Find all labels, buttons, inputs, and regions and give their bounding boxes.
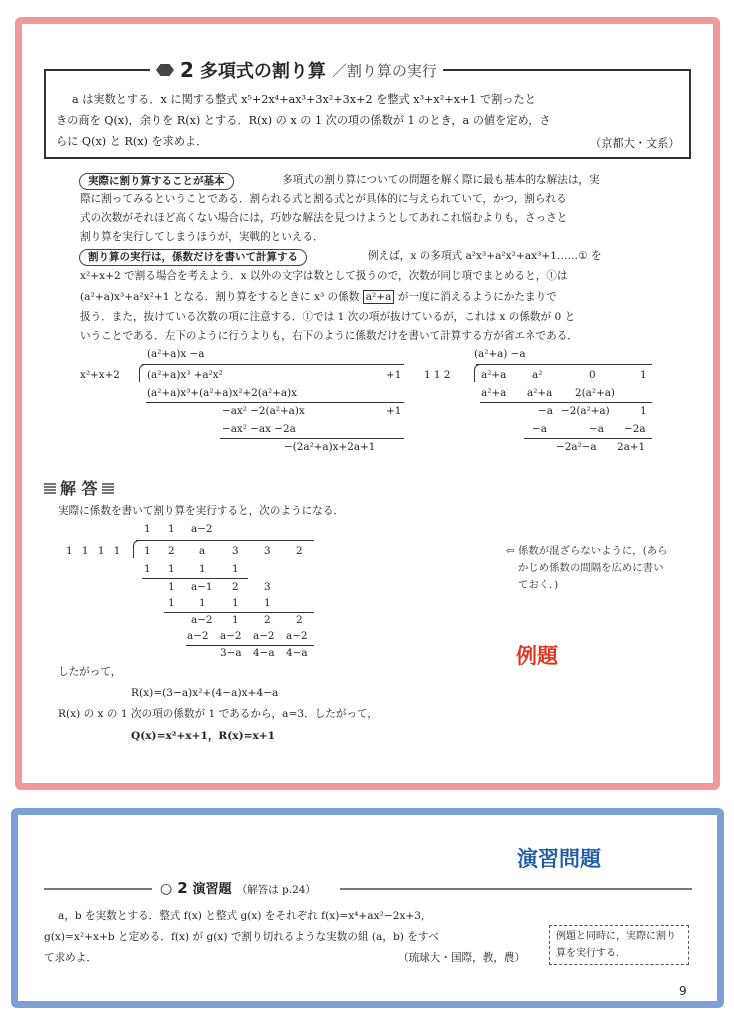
right-cell: a²+a	[481, 369, 507, 381]
answer-cell: 1	[168, 597, 175, 609]
answer-divisor: 1 1 1 1	[66, 545, 121, 557]
right-cell: a²	[532, 369, 543, 381]
right-cell: a²+a	[527, 387, 553, 399]
left-step: −ax² −2(a²+a)x	[222, 405, 305, 417]
exercise-source: （琉球大・国際，教，農）	[398, 952, 526, 964]
explanation-line: 式の次数がそれほど高くない場合には，巧妙な解法を見つけようとしてあれこれ悩むよりも，さっさと	[80, 212, 568, 224]
problem-line-2: きの商を Q(x)，余りを R(x) とする．R(x) の x の 1 次の項の係数が 1 のとき，a の値を定め，さ	[56, 114, 551, 127]
answer-cell: 4−a	[253, 647, 275, 659]
explanation-line: いうことである．左下のように行うよりも，右下のように係数だけを書いて計算する方が省エネである．	[80, 330, 578, 342]
exercise-answer-ref: （解答は p.24）	[236, 884, 316, 896]
side-note-line: ⇦ 係数が混ざらないように，(あら	[506, 545, 668, 557]
problem-number: 2	[180, 58, 194, 82]
answer-r-expression: R(x)=(3−a)x²+(4−a)x+4−a	[131, 687, 279, 699]
problem-subtitle: ／割り算の実行	[331, 61, 437, 80]
answer-quotient-cell: 1	[168, 523, 175, 535]
exercise-title	[160, 878, 316, 897]
answer-cell: 1	[232, 563, 239, 575]
answer-cell: 1	[144, 563, 151, 575]
answer-cell: 4−a	[286, 647, 308, 659]
answer-final: Q(x)=x²+x+1，R(x)=x+1	[131, 730, 276, 742]
right-cell: a²+a	[481, 387, 507, 399]
left-step-constant: +1	[386, 405, 402, 417]
answer-cell: 1	[232, 597, 239, 609]
answer-therefore: したがって，	[58, 666, 122, 678]
exercise-number: 2	[177, 879, 188, 897]
loop-icon: ○	[160, 881, 173, 897]
right-cell: 2(a²+a)	[575, 387, 615, 399]
answer-quotient-cell: 1	[144, 523, 151, 535]
answer-line: R(x) の x の 1 次の項の係数が 1 であるから，a=3．したがって，	[58, 708, 379, 720]
answer-cell: 3	[264, 581, 271, 593]
grid-icon	[44, 482, 56, 494]
right-divisor: 1 1 2	[424, 369, 451, 381]
example-label: 例題	[516, 644, 558, 668]
explanation-line: 割り算を実行してしまうほうが，実戦的といえる．	[80, 231, 324, 243]
right-cell: −a	[538, 405, 553, 417]
answer-cell: 2	[232, 581, 239, 593]
side-note-line: かじめ係数の間隔を広めに書い	[518, 562, 664, 574]
exercise-line: a，b を実数とする．整式 f(x) と整式 g(x) をそれぞれ f(x)=x⁴+ax²−2x+3,	[58, 910, 425, 922]
exercise-line: g(x)=x²+x+b と定める．f(x) が g(x) で割り切れるような実数の組 (a，b) をすべ	[44, 931, 439, 943]
problem-heading: 多項式の割り算	[199, 61, 326, 82]
answer-cell: 1	[264, 597, 271, 609]
right-cell: −a	[589, 423, 604, 435]
problem-line-3: らに Q(x) と R(x) を求めよ．	[56, 135, 208, 148]
answer-dividend-cell: 1	[144, 545, 151, 557]
answer-dividend-cell: a	[199, 545, 206, 557]
tag-coefficient-division: 割り算の実行は，係数だけを書いて計算する	[79, 249, 307, 266]
problem-line-1: a は実数とする．x に関する整式 x⁵+2x⁴+ax³+3x²+3x+2 を整式 x³+x²+x+1 で割ったと	[72, 93, 536, 106]
right-cell: −2a	[624, 423, 646, 435]
right-cell: −a	[532, 423, 547, 435]
right-quotient: (a²+a) −a	[474, 348, 526, 360]
left-remainder: −(2a²+a)x+2a+1	[284, 441, 376, 453]
answer-cell: a−2	[187, 630, 209, 642]
answer-dividend-cell: 2	[296, 545, 303, 557]
right-cell: 1	[640, 369, 647, 381]
answer-dividend-cell: 3	[232, 545, 239, 557]
exercise-line: て求めよ．	[44, 952, 97, 964]
left-quotient: (a²+a)x −a	[147, 348, 205, 360]
explanation-line: x²+x+2 で割る場合を考えよう．x 以外の文字は数として扱うので，次数が同じ項でまとめると，①は	[80, 270, 568, 282]
boxed-coefficient: a²+a	[363, 290, 395, 304]
left-dividend: (a²+a)x³ +a²x²	[147, 369, 223, 381]
right-remainder: 2a+1	[617, 441, 646, 453]
exercise-rule	[44, 888, 152, 890]
answer-intro: 実際に係数を書いて割り算を実行すると，次のようになる．	[58, 505, 345, 517]
answer-cell: 2	[296, 614, 303, 626]
hexagon-icon	[156, 64, 174, 76]
answer-cell: 1	[232, 614, 239, 626]
answer-dividend-cell: 3	[264, 545, 271, 557]
answer-heading-text: 解 答	[60, 479, 98, 498]
answer-cell: 1	[199, 597, 206, 609]
explanation-line: 例えば，x の多項式 a²x³+a²x²+ax³+1……① を	[368, 250, 602, 262]
answer-cell: a−2	[286, 630, 308, 642]
answer-cell: 3−a	[220, 647, 242, 659]
answer-cell: a−1	[191, 581, 213, 593]
left-step: −ax² −ax −2a	[222, 423, 296, 435]
explanation-line: 際に割ってみるということである．割られる式と割る式とが具体的に与えられていて，かつ，割られる	[80, 193, 567, 205]
explanation-text: が一度に消えるようにかたまりで	[397, 291, 557, 303]
answer-quotient-cell: a−2	[191, 523, 213, 535]
page-number: 9	[679, 984, 687, 998]
left-step: (a²+a)x³+(a²+a)x²+2(a²+a)x	[147, 387, 298, 399]
answer-cell: 1	[168, 581, 175, 593]
exercise-note: 例題と同時に，実際に割り算を実行する．	[549, 925, 689, 965]
problem-title	[150, 58, 443, 82]
explanation-text: (a²+a)x³+a²x²+1 となる．割り算をするときに x³ の係数	[80, 291, 360, 303]
exercise-label: 演習問題	[517, 847, 601, 871]
answer-heading	[44, 476, 114, 499]
answer-cell: 1	[168, 563, 175, 575]
exercise-heading: 演習題	[192, 882, 232, 897]
answer-cell: 1	[199, 563, 206, 575]
right-cell: 1	[640, 405, 647, 417]
answer-cell: a−2	[191, 614, 213, 626]
right-cell: 0	[589, 369, 596, 381]
side-note-line: ておく．)	[518, 579, 559, 591]
answer-cell: a−2	[253, 630, 275, 642]
right-cell: −2(a²+a)	[561, 405, 610, 417]
tag-basic-division: 実際に割り算することが基本	[79, 173, 234, 190]
explanation-line: 扱う．また，抜けている次数の項に注意する．①では 1 次の項が抜けているが，これは x の係数が 0 と	[80, 311, 576, 323]
answer-dividend-cell: 2	[168, 545, 175, 557]
problem-source: （京都大・文系）	[590, 137, 680, 150]
grid-icon	[102, 482, 114, 494]
answer-cell: 2	[264, 614, 271, 626]
left-divisor: x²+x+2	[80, 369, 120, 381]
explanation-line-with-box	[80, 288, 557, 307]
right-remainder: −2a²−a	[556, 441, 597, 453]
explanation-line: 多項式の割り算についての問題を解く際に最も基本的な解法は，実	[282, 174, 600, 186]
exercise-rule	[340, 888, 692, 890]
left-dividend-constant: +1	[386, 369, 402, 381]
answer-cell: a−2	[220, 630, 242, 642]
